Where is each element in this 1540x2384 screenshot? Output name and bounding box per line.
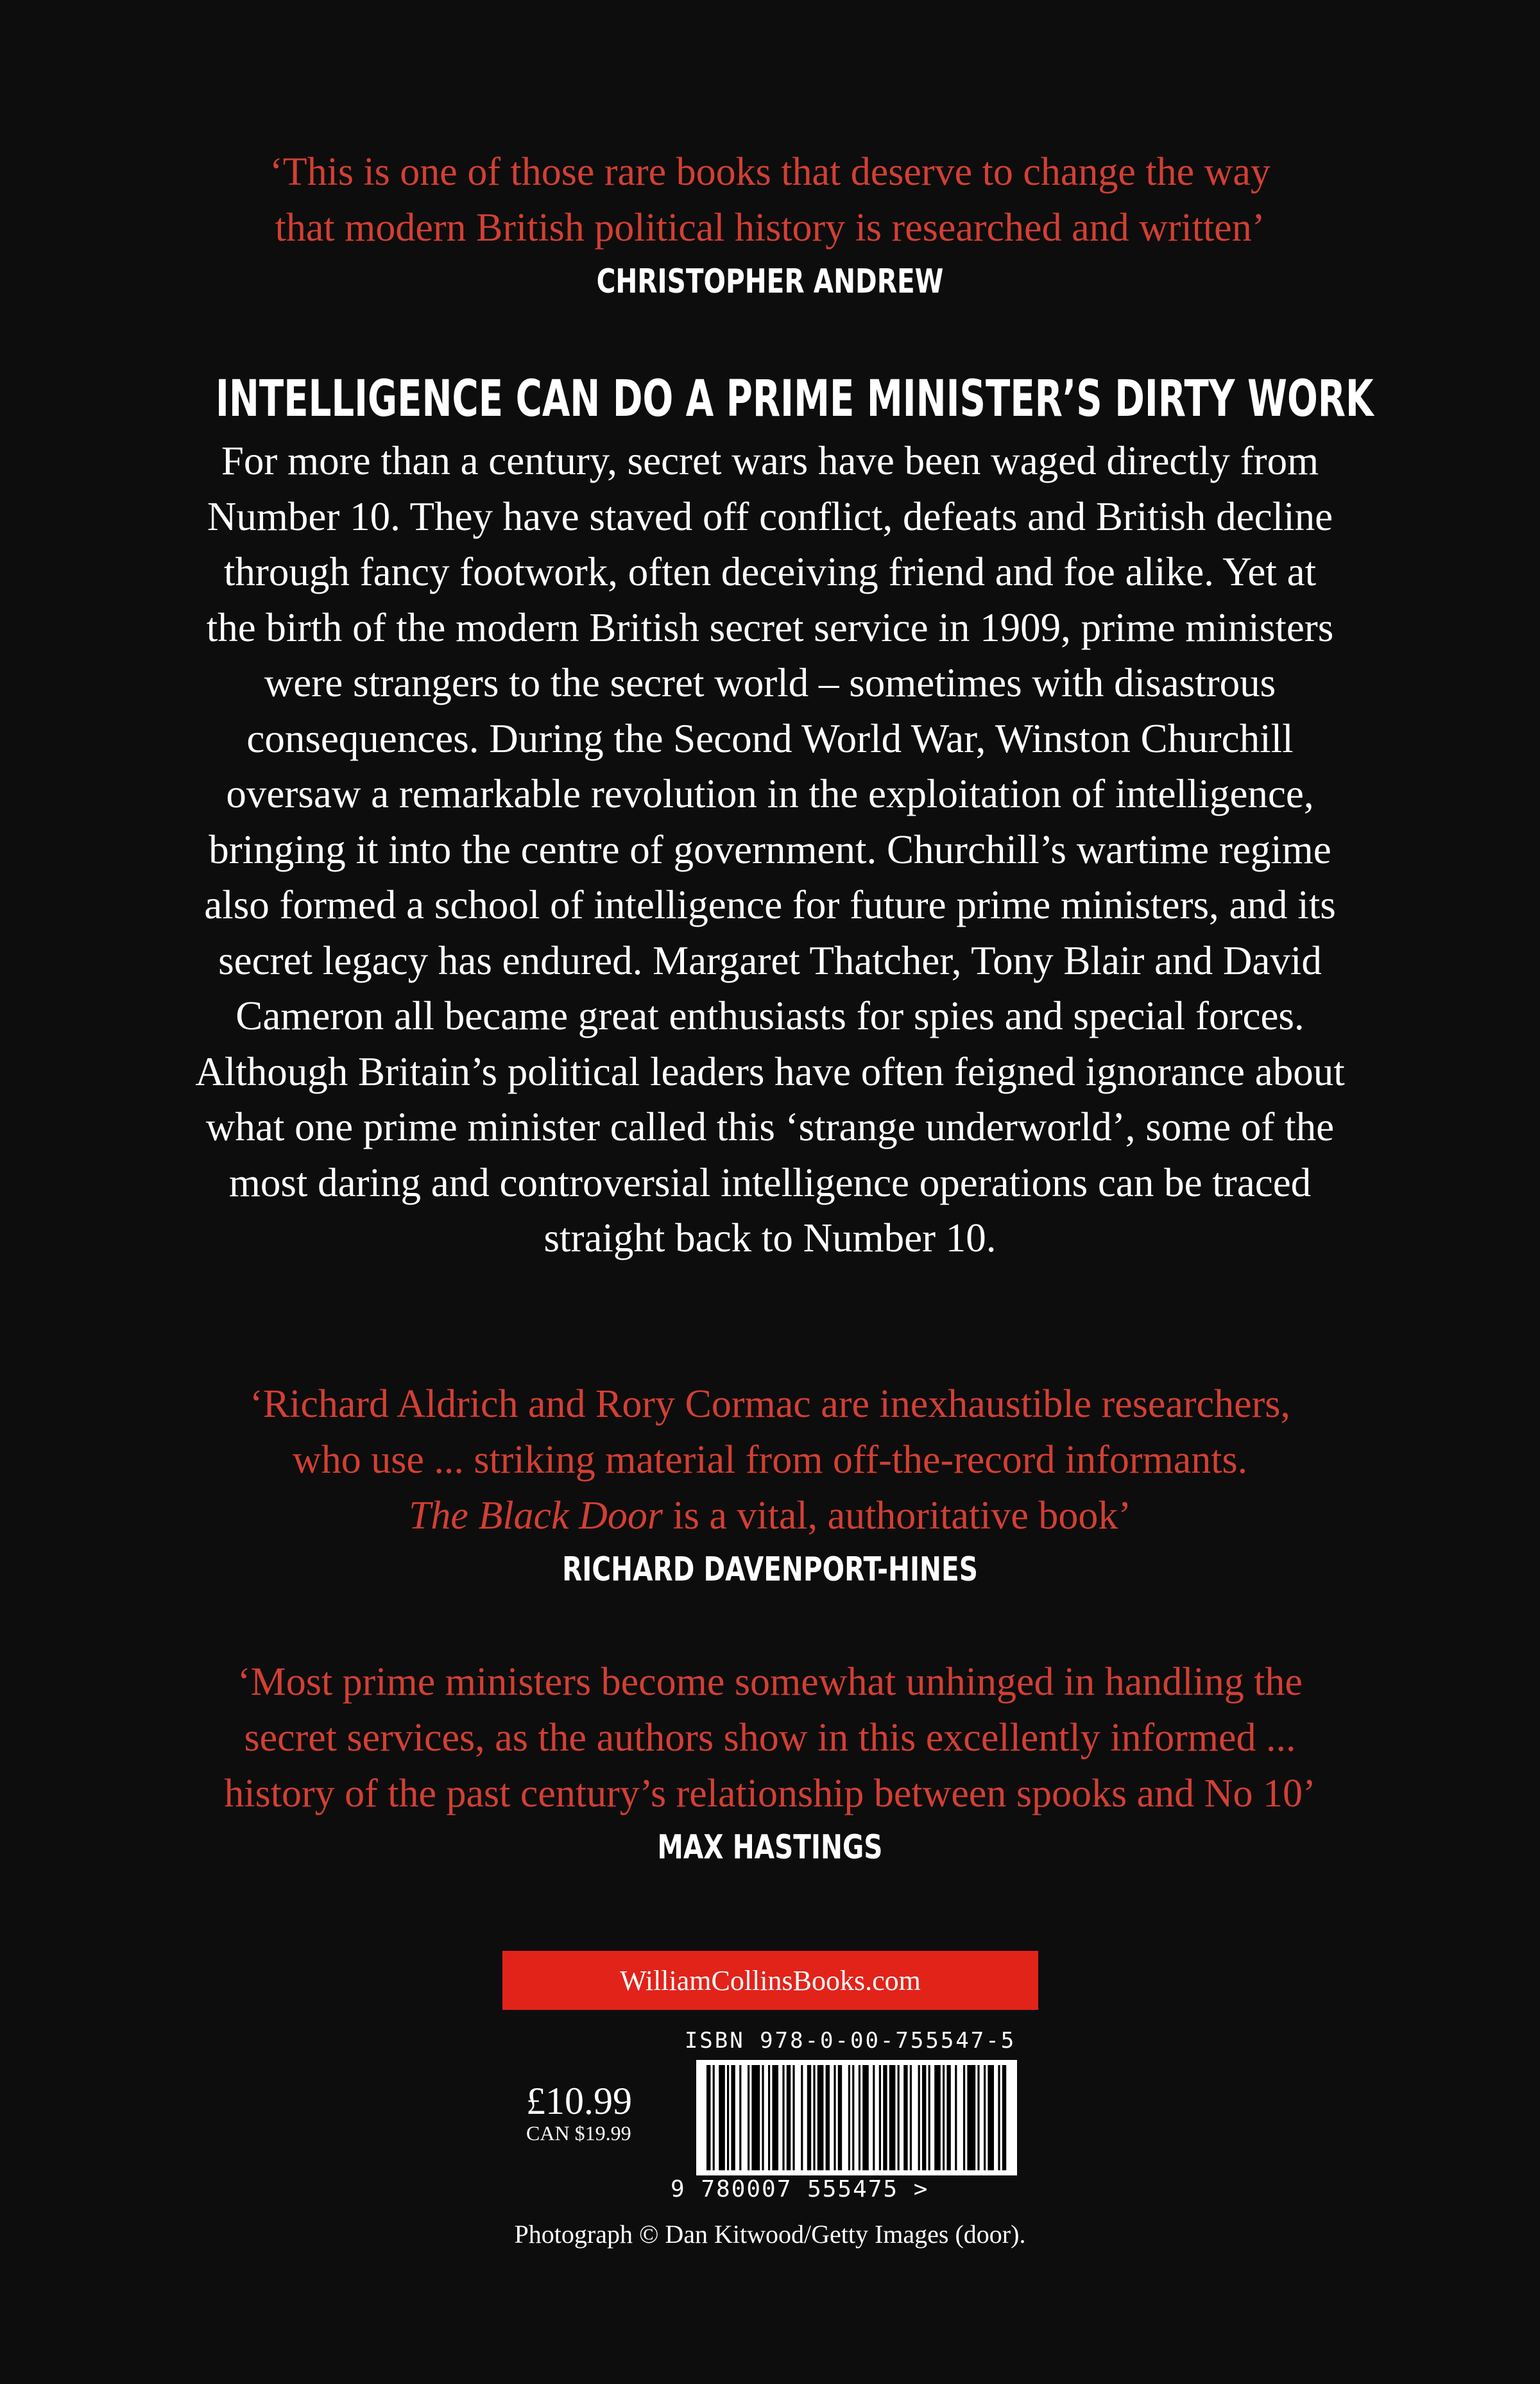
quote-line: ‘This is one of those rare books that deserve to change the way xyxy=(270,150,1270,194)
review-quote-davenport-hines xyxy=(0,1376,1540,1595)
price-gbp: £10.99 xyxy=(526,2080,632,2122)
book-blurb xyxy=(96,433,1444,1266)
blurb-line: secret legacy has endured. Margaret Thatcher, Tony Blair and David xyxy=(218,938,1322,983)
quote-line: history of the past century’s relationship between spooks and No 10’ xyxy=(224,1772,1316,1815)
blurb-line: straight back to Number 10. xyxy=(543,1215,997,1260)
quote-attribution: RICHARD DAVENPORT-HINES xyxy=(562,1550,978,1589)
barcode-icon xyxy=(703,2065,1011,2170)
headline: INTELLIGENCE CAN DO A PRIME MINISTER’S DIRTY WORK xyxy=(215,370,1374,428)
review-quote-hastings xyxy=(0,1654,1540,1873)
barcode-box xyxy=(696,2060,1017,2175)
blurb-line: Number 10. They have staved off conflict, defeats and British decline xyxy=(207,493,1333,539)
blurb-line: Cameron all became great enthusiasts for spies and special forces. xyxy=(235,993,1305,1038)
price-can: CAN $19.99 xyxy=(526,2122,631,2145)
blurb-line: consequences. During the Second World War, Winston Churchill xyxy=(246,716,1294,761)
quote-line-rest: is a vital, authoritative book’ xyxy=(663,1494,1132,1538)
blurb-line: most daring and controversial intelligence operations can be traced xyxy=(228,1160,1312,1205)
blurb-line: bringing it into the centre of government. Churchill’s wartime regime xyxy=(209,827,1331,872)
isbn-label: ISBN 978-0-00-755547-5 xyxy=(684,2028,1016,2054)
quote-line: that modern British political history is researched and written’ xyxy=(275,206,1265,250)
photo-credit: Photograph © Dan Kitwood/Getty Images (door). xyxy=(514,2220,1026,2249)
book-title-italic: The Black Door xyxy=(408,1494,663,1538)
price-block xyxy=(526,2080,654,2145)
quote-attribution: MAX HASTINGS xyxy=(657,1828,883,1867)
quote-line: ‘Most prime ministers become somewhat unhinged in handling the xyxy=(237,1660,1303,1704)
blurb-line: Although Britain’s political leaders have often feigned ignorance about xyxy=(195,1049,1345,1094)
blurb-line: what one prime minister called this ‘strange underworld’, some of the xyxy=(205,1104,1335,1149)
blurb-line: oversaw a remarkable revolution in the exploitation of intelligence, xyxy=(226,771,1314,816)
blurb-line: through fancy footwork, often deceiving friend and foe alike. Yet at xyxy=(223,549,1317,594)
quote-line: ‘Richard Aldrich and Rory Cormac are inexhaustible researchers, xyxy=(250,1382,1290,1426)
quote-line: secret services, as the authors show in this excellently informed ... xyxy=(244,1716,1296,1760)
publisher-website-band: WilliamCollinsBooks.com xyxy=(502,1951,1038,2010)
barcode-digits: 9 780007 555475 > xyxy=(671,2176,929,2202)
quote-line xyxy=(0,1488,1540,1544)
quote-attribution: CHRISTOPHER ANDREW xyxy=(596,262,944,301)
blurb-line: For more than a century, secret wars have been waged directly from xyxy=(221,438,1319,483)
blurb-line: were strangers to the secret world – sometimes with disastrous xyxy=(264,660,1276,705)
review-quote-andrew xyxy=(0,144,1540,307)
barcode-area xyxy=(671,2028,1030,2202)
blurb-line: the birth of the modern British secret service in 1909, prime ministers xyxy=(206,605,1334,650)
blurb-line: also formed a school of intelligence for future prime ministers, and its xyxy=(204,882,1336,927)
quote-line: who use ... striking material from off-the-record informants. xyxy=(292,1438,1248,1482)
